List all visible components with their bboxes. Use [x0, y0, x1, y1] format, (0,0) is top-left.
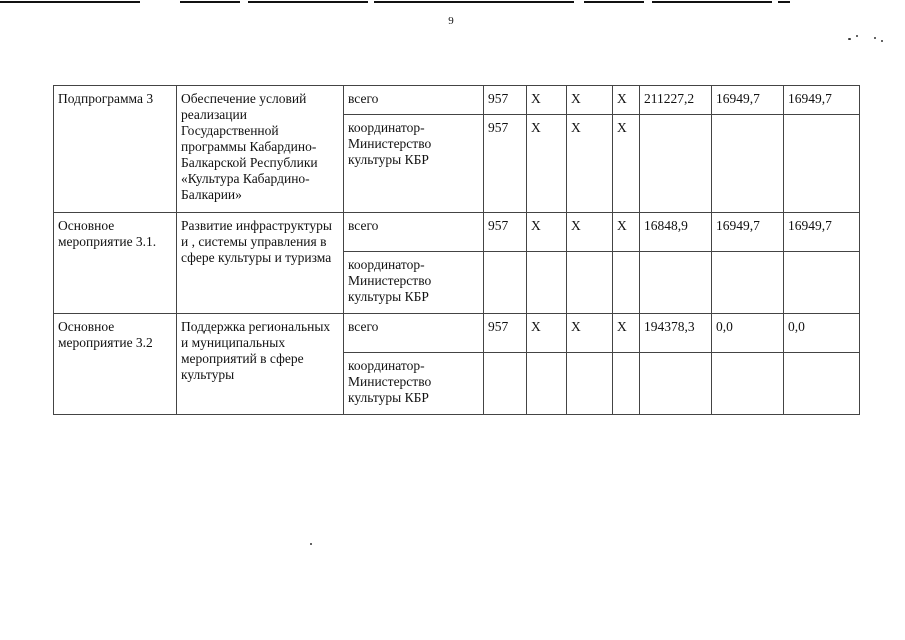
code-x-cell — [613, 252, 640, 314]
value-cell — [640, 252, 712, 314]
top-border-artifact — [0, 0, 905, 6]
code-x-cell: X — [613, 213, 640, 252]
code-cell — [484, 252, 527, 314]
program-title-cell: Поддержка региональных и муниципальных мероприятий в сфере культуры — [177, 314, 344, 415]
value-cell: 0,0 — [784, 314, 860, 353]
value-cell: 16949,7 — [784, 86, 860, 115]
code-x-cell — [567, 252, 613, 314]
program-cell: Подпрограмма 3 — [54, 86, 177, 213]
budget-table — [53, 85, 860, 415]
code-cell: 957 — [484, 115, 527, 213]
executor-cell: всего — [344, 86, 484, 115]
program-cell: Основное мероприятие 3.2 — [54, 314, 177, 415]
scan-speck — [310, 543, 312, 545]
code-x-cell: X — [527, 213, 567, 252]
value-cell — [784, 252, 860, 314]
value-cell: 16949,7 — [784, 213, 860, 252]
code-x-cell — [613, 353, 640, 415]
table-row — [54, 314, 860, 353]
value-cell — [784, 353, 860, 415]
code-cell — [484, 353, 527, 415]
value-cell — [712, 353, 784, 415]
value-cell: 211227,2 — [640, 86, 712, 115]
executor-cell: координатор-Министерство культуры КБР — [344, 115, 484, 213]
scan-speck — [874, 37, 876, 39]
value-cell — [784, 115, 860, 213]
value-cell — [712, 252, 784, 314]
code-cell: 957 — [484, 213, 527, 252]
code-x-cell: X — [613, 314, 640, 353]
value-cell: 16848,9 — [640, 213, 712, 252]
code-x-cell: X — [613, 115, 640, 213]
code-x-cell: X — [567, 213, 613, 252]
executor-cell: координатор-Министерство культуры КБР — [344, 252, 484, 314]
executor-cell: всего — [344, 314, 484, 353]
table-row — [54, 213, 860, 252]
code-x-cell: X — [613, 86, 640, 115]
value-cell — [640, 115, 712, 213]
code-cell: 957 — [484, 314, 527, 353]
code-x-cell: X — [567, 86, 613, 115]
code-x-cell — [527, 353, 567, 415]
code-x-cell — [527, 252, 567, 314]
value-cell: 16949,7 — [712, 86, 784, 115]
code-x-cell: X — [567, 115, 613, 213]
code-x-cell — [567, 353, 613, 415]
table-row — [54, 86, 860, 115]
scan-speck — [881, 40, 883, 42]
value-cell: 194378,3 — [640, 314, 712, 353]
executor-cell: координатор-Министерство культуры КБР — [344, 353, 484, 415]
code-x-cell: X — [567, 314, 613, 353]
value-cell — [640, 353, 712, 415]
code-cell: 957 — [484, 86, 527, 115]
value-cell — [712, 115, 784, 213]
value-cell: 0,0 — [712, 314, 784, 353]
executor-cell: всего — [344, 213, 484, 252]
program-title-cell: Развитие инфраструктуры и , системы управления в сфере культуры и туризма — [177, 213, 344, 314]
code-x-cell: X — [527, 86, 567, 115]
code-x-cell: X — [527, 314, 567, 353]
program-title-cell: Обеспечение условий реализации Государственной программы Кабардино-Балкарской Республики «Культура Кабардино-Балкарии» — [177, 86, 344, 213]
page-number: 9 — [448, 15, 454, 27]
value-cell: 16949,7 — [712, 213, 784, 252]
program-cell: Основное мероприятие 3.1. — [54, 213, 177, 314]
code-x-cell: X — [527, 115, 567, 213]
scan-speck — [856, 35, 858, 37]
scan-speck — [848, 38, 851, 40]
